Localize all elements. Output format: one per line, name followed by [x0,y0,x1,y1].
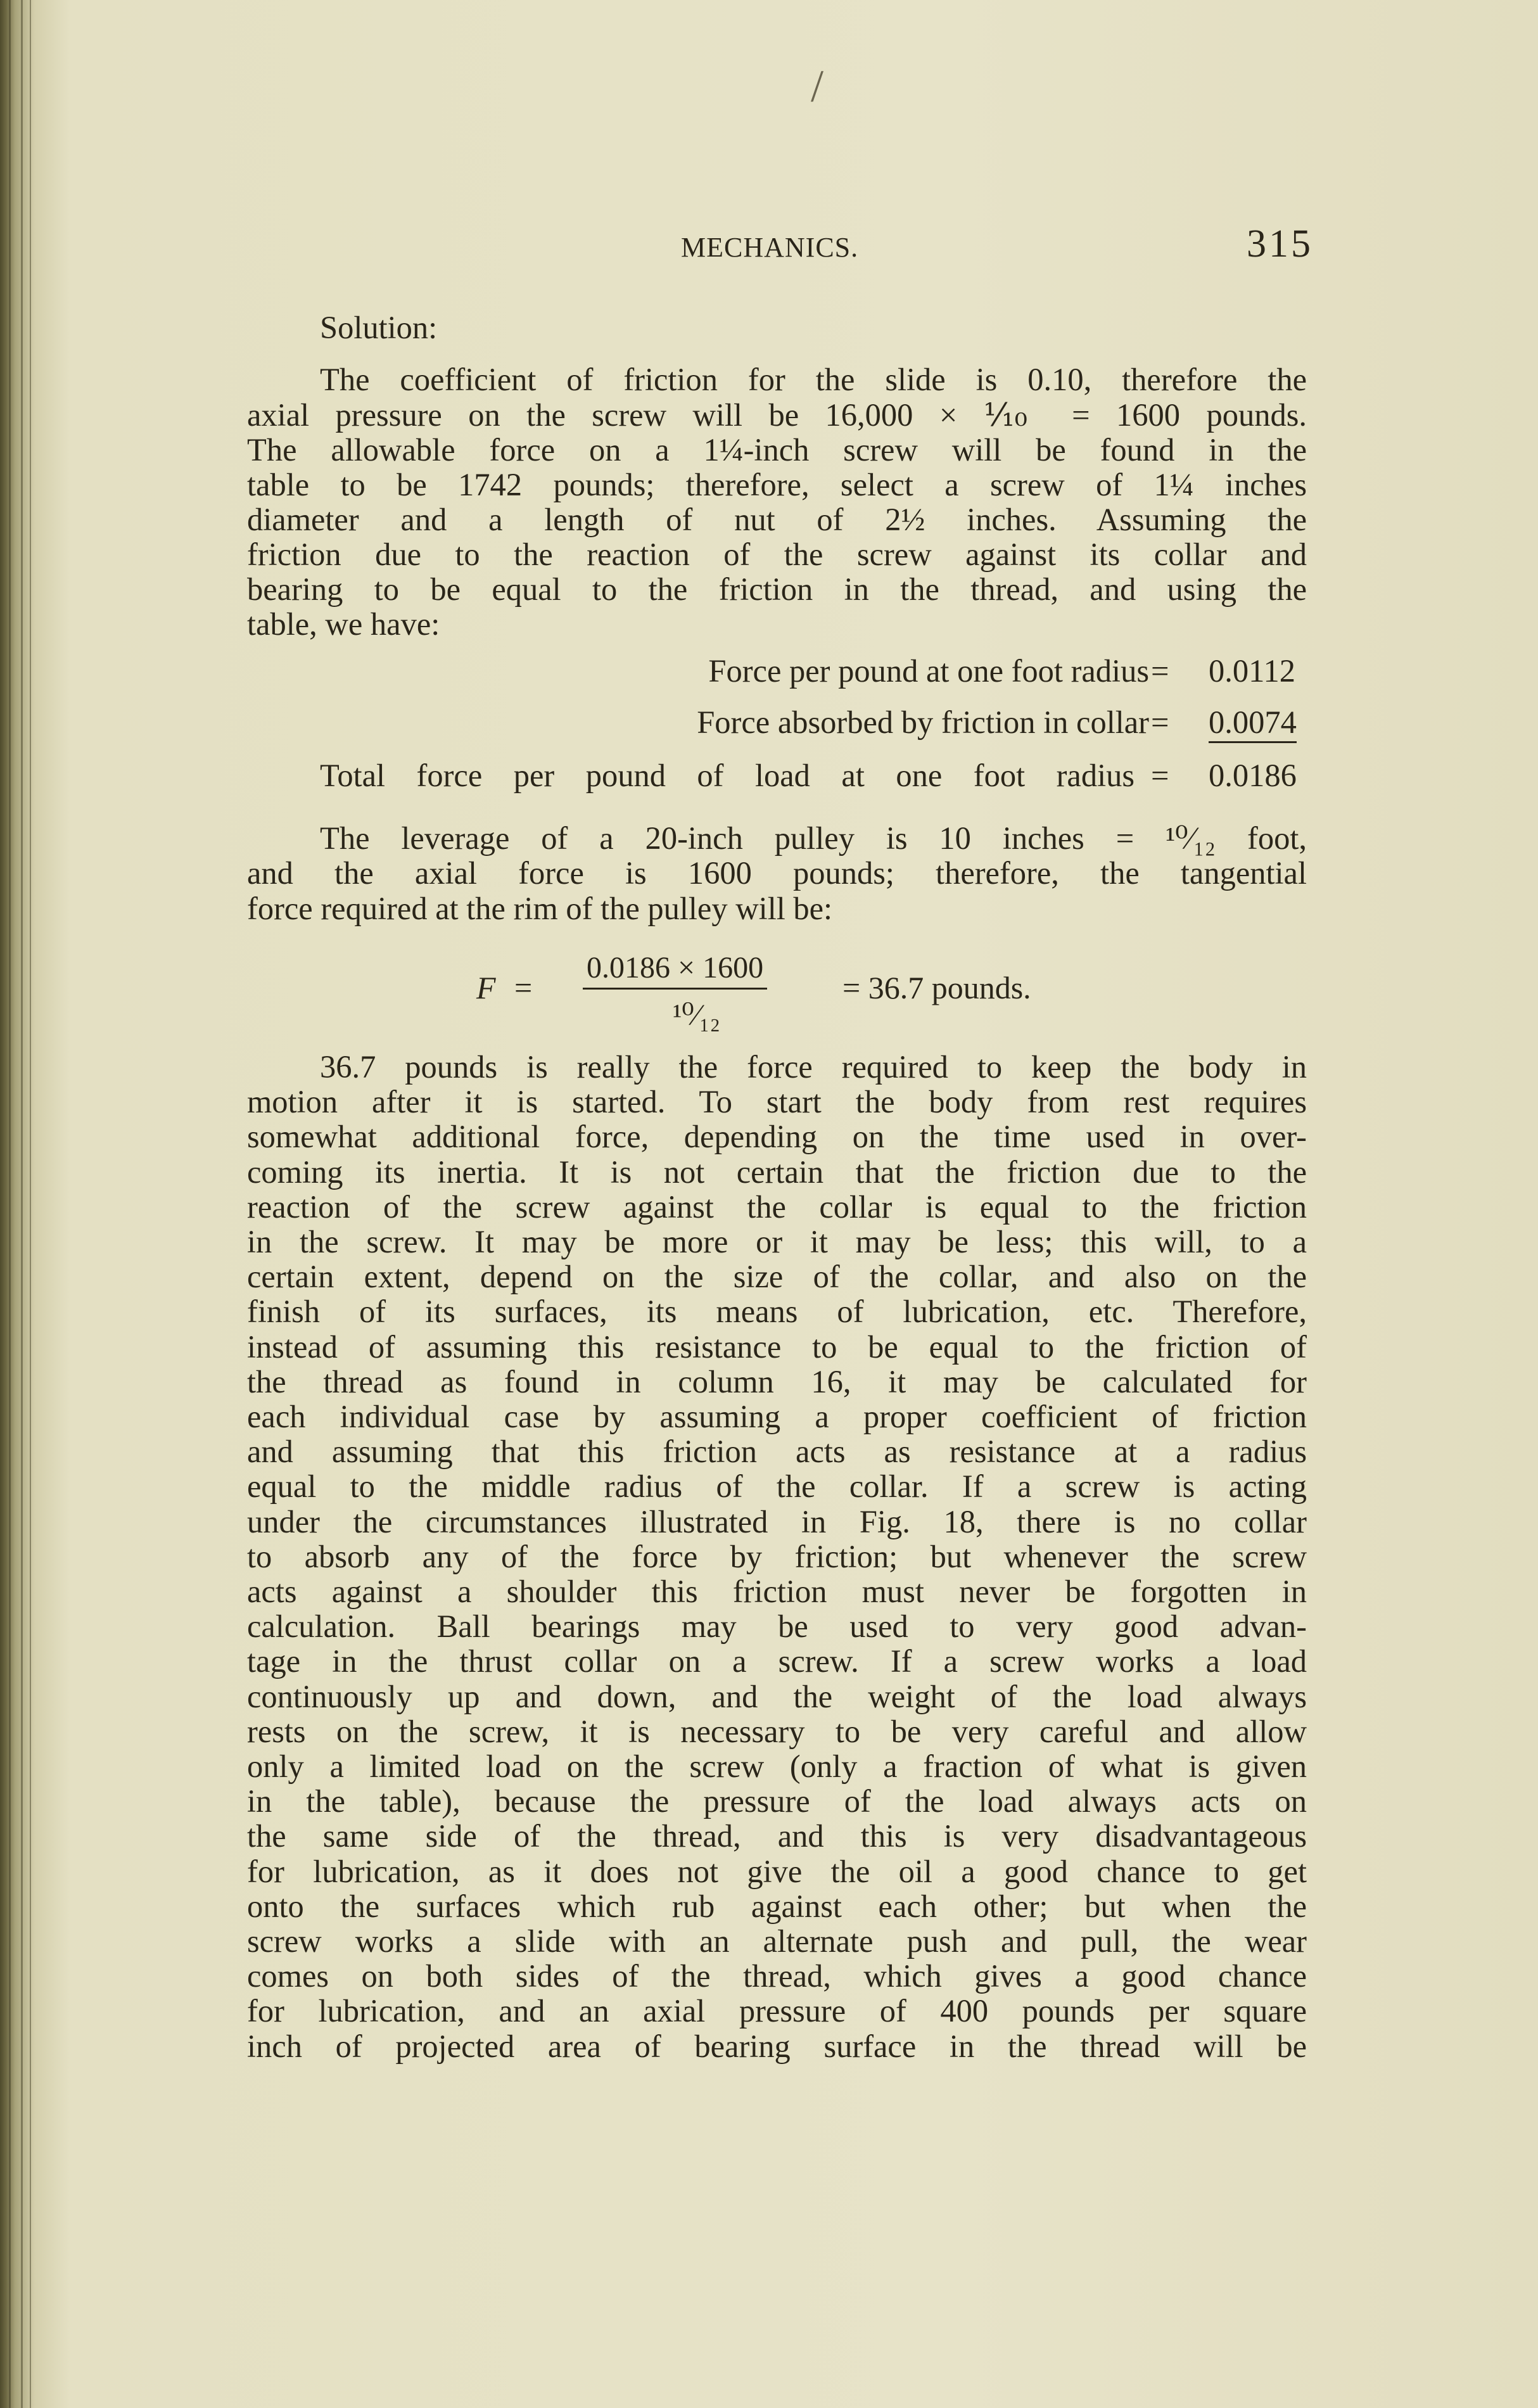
text-line: 36.7 pounds is really the force required to keep the body in [320,1049,1307,1085]
spine-line [30,0,31,2408]
text-line: continuously up and down, and the weight of the load always [247,1679,1307,1714]
solution-label: Solution: [320,310,438,345]
row-value: 0.0112 [1209,653,1296,689]
text-line: for lubrication, and an axial pressure of 400 pounds per square [247,1993,1307,2029]
text-line: for lubrication, as it does not give the oil a good chance to get [247,1854,1307,1889]
text-line: onto the surfaces which rub against each other; but when the [247,1889,1307,1924]
text-line: instead of assuming this resistance to be equal to the friction of [247,1329,1307,1365]
text-line: diameter and a length of nut of 2½ inches. Assuming the [247,502,1307,537]
row-label: Force absorbed by friction in collar [697,704,1149,740]
text-line: the thread as found in column 16, it may be calculated for [247,1364,1307,1399]
text-line: axial pressure on the screw will be 16,000 × ⅒ = 1600 pounds. [247,397,1307,433]
text-line: reaction of the screw against the collar is equal to the friction [247,1189,1307,1225]
text-line: to absorb any of the force by friction; but whenever the screw [247,1539,1307,1574]
row-value: 0.0186 [1209,758,1297,793]
spine-line [9,0,11,2408]
text-line: tage in the thrust collar on a screw. If a screw works a load [247,1643,1307,1679]
formula-numerator: 0.0186 × 1600 [583,950,767,990]
text-line: under the circumstances illustrated in Fig. 18, there is no collar [247,1504,1307,1539]
equals-sign: = [1151,758,1169,793]
text-line: finish of its surfaces, its means of lubrication, etc. Therefore, [247,1294,1307,1329]
text-line: in the table), because the pressure of the load always acts on [247,1783,1307,1819]
text-line: certain extent, depend on the size of the collar, and also on the [247,1259,1307,1294]
text-line: calculation. Ball bearings may be used to very good advan- [247,1609,1307,1644]
text-line: comes on both sides of the thread, which gives a good chance [247,1958,1307,1994]
text-line: and the axial force is 1600 pounds; therefore, the tangential [247,855,1307,891]
equals-sign: = [1151,653,1169,689]
equals-sign: = [1151,704,1169,740]
formula-result: = 36.7 pounds. [842,970,1031,1005]
row-label: Force per pound at one foot radius [708,653,1149,689]
formula-equals: = [514,970,533,1005]
row-label: Total force per pound of load at one foot radius [320,758,1134,793]
text-line: friction due to the reaction of the screw against its collar and [247,537,1307,572]
text-line: bearing to be equal to the friction in the thread, and using the [247,571,1307,607]
spine-line [21,0,23,2408]
text-line: inch of projected area of bearing surface in the thread will be [247,2029,1307,2064]
text-line: somewhat additional force, depending on the time used in over- [247,1119,1307,1154]
text-line: the same side of the thread, and this is very disadvantageous [247,1818,1307,1854]
text-line: and assuming that this friction acts as resistance at a radius [247,1434,1307,1469]
page-number: 315 [1247,222,1313,265]
formula-denominator: ¹⁰⁄₁₂ [673,998,721,1032]
formula-variable: F [476,970,496,1005]
text-line: motion after it is started. To start the body from rest requires [247,1084,1307,1119]
text-line: coming its inertia. It is not certain that the friction due to the [247,1154,1307,1190]
text-line: table to be 1742 pounds; therefore, select a screw of 1¼ inches [247,467,1307,502]
text-line: in the screw. It may be more or it may be less; this will, to a [247,1224,1307,1259]
text-line: table, we have: [247,606,440,642]
text-line: The coefficient of friction for the slide is 0.10, therefore the [320,362,1307,397]
pencil-mark: / [811,61,824,111]
row-value: 0.0074 [1209,704,1297,743]
text-line: rests on the screw, it is necessary to be very careful and allow [247,1714,1307,1749]
text-line: The leverage of a 20-inch pulley is 10 inches = ¹⁰⁄₁₂ foot, [320,820,1307,856]
text-line: equal to the middle radius of the collar. If a screw is acting [247,1468,1307,1504]
text-line: acts against a shoulder this friction must never be forgotten in [247,1574,1307,1609]
text-line: The allowable force on a 1¼-inch screw will be found in the [247,432,1307,468]
running-head: MECHANICS. [681,232,859,263]
text-line: each individual case by assuming a proper coefficient of friction [247,1399,1307,1434]
text-line: only a limited load on the screw (only a fraction of what is given [247,1749,1307,1784]
text-line: screw works a slide with an alternate push and pull, the wear [247,1923,1307,1959]
text-line: force required at the rim of the pulley will be: [247,891,833,926]
